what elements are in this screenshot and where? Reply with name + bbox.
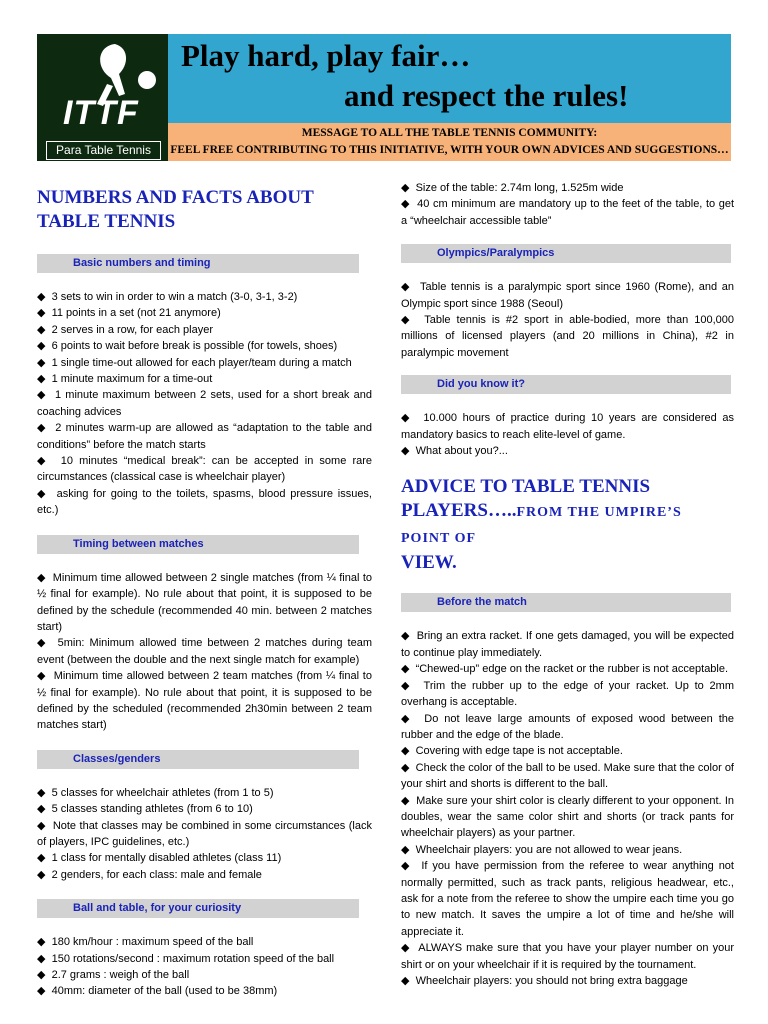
bullet-item [37, 453, 372, 486]
bullet-text: What about you?... [415, 445, 508, 458]
diamond-bullet-icon: ◆ [37, 356, 52, 369]
right-sections-b [401, 593, 734, 989]
diamond-bullet-icon: ◆ [37, 307, 52, 320]
bullet-text: If you have permission from the referee to wear anything not normally permitted, such as track pants, religious headwear, etc., ask for a note from the referee to show the umpire each time you go to new match. It saves the umpire a lot of time and he/she will appreciate it. [401, 860, 734, 938]
diamond-bullet-icon: ◆ [37, 985, 52, 998]
ittf-logo [37, 34, 168, 161]
diamond-bullet-icon: ◆ [401, 281, 421, 294]
logo-text: ITTF [63, 94, 139, 132]
bullet-text: Wheelchair players: you should not bring extra baggage [415, 975, 688, 987]
diamond-bullet-icon: ◆ [401, 198, 418, 211]
bullet-text: 1 minute maximum between 2 sets, used for a short break and coaching advices [37, 389, 372, 418]
diamond-bullet-icon: ◆ [37, 969, 52, 981]
section-header: Before the match [401, 593, 731, 612]
bullet-item [37, 668, 372, 734]
bullet-item [401, 842, 734, 858]
diamond-bullet-icon: ◆ [37, 936, 52, 949]
logo-subtitle: Para Table Tennis [46, 141, 161, 160]
message-line-2: FEEL FREE CONTRIBUTING TO THIS INITIATIVE, WITH YOUR OWN ADVICES AND SUGGESTIONS… [170, 144, 729, 156]
bullet-item [401, 443, 734, 459]
advice-heading [401, 475, 734, 575]
bullet-item [37, 785, 372, 801]
bullet-item [37, 305, 372, 321]
diamond-bullet-icon: ◆ [37, 819, 53, 832]
diamond-bullet-icon: ◆ [401, 630, 417, 643]
diamond-bullet-icon: ◆ [37, 637, 58, 650]
bullet-text: Covering with edge tape is not acceptable. [415, 745, 623, 758]
bullet-text: Bring an extra racket. If one gets damaged, you will be expected to continue play immediately. [401, 630, 734, 659]
bullet-text: Note that classes may be combined in some circumstances (lack of players, IPC guidelines, etc.) [37, 819, 372, 848]
diamond-bullet-icon: ◆ [37, 670, 54, 683]
bullet-item [401, 410, 734, 443]
diamond-bullet-icon: ◆ [401, 745, 416, 758]
bullet-text: asking for going to the toilets, spasms, blood pressure issues, etc.) [37, 487, 372, 517]
bullet-text: Check the color of the ball to be used. Make sure that the color of your shirt and shorts is different to the ball. [401, 761, 734, 791]
bullet-item [37, 867, 372, 883]
bullet-text: 150 rotations/second : maximum rotation speed of the ball [51, 952, 335, 965]
bullet-item [37, 801, 372, 817]
bullet-item [401, 743, 734, 759]
bullet-item [401, 678, 734, 711]
diamond-bullet-icon: ◆ [401, 794, 417, 807]
bullet-text: 180 km/hour : maximum speed of the ball [51, 936, 254, 949]
bullet-text: 5 classes for wheelchair athletes (from 1 to 5) [51, 786, 274, 799]
bullet-item [401, 279, 734, 312]
numbers-heading: NUMBERS AND FACTS ABOUT TABLE TENNIS [37, 187, 314, 232]
title-banner [168, 34, 731, 123]
bullet-item [401, 312, 734, 361]
left-sections [37, 254, 372, 1000]
bullet-text: 1 single time-out allowed for each player/team during a match [51, 356, 352, 369]
header [37, 34, 731, 161]
bullet-text: 5min: Minimum allowed time between 2 matches during team event (between the double and the next single match for example) [37, 637, 372, 666]
bullet-item [37, 338, 372, 354]
bullet-text: 10.000 hours of practice during 10 years are considered as mandatory basics to reach elite-level of game. [401, 412, 734, 441]
bullet-text: 11 points in a set (not 21 anymore) [51, 307, 221, 320]
diamond-bullet-icon: ◆ [37, 571, 53, 584]
bullet-text: 6 points to wait before break is possible (for towels, shoes) [51, 340, 338, 353]
bullet-text: 40mm: diameter of the ball (used to be 38mm) [51, 985, 278, 998]
bullet-item [401, 711, 734, 744]
diamond-bullet-icon: ◆ [37, 340, 52, 353]
bullet-text: Wheelchair players: you are not allowed to wear jeans. [415, 843, 683, 856]
diamond-bullet-icon: ◆ [37, 422, 56, 435]
bullet-item [401, 180, 734, 196]
bullet-text: Do not leave large amounts of exposed wood between the rubber and the edge of the blade. [401, 712, 734, 741]
bullet-item [37, 570, 372, 636]
bullet-item [401, 858, 734, 940]
bullet-item [37, 818, 372, 851]
bullet-text: Size of the table: 2.74m long, 1.525m wide [415, 182, 624, 194]
bullet-item [37, 387, 372, 420]
diamond-bullet-icon: ◆ [401, 314, 425, 327]
bullet-item [37, 983, 372, 999]
bullet-item [37, 934, 372, 950]
bullet-text: Table tennis is a paralympic sport since 1960 (Rome), and an Olympic sport since 1988 (Seoul) [401, 281, 734, 310]
bullet-text: 5 classes standing athletes (from 6 to 10) [51, 803, 253, 816]
bullet-item [401, 973, 734, 989]
bullet-item [37, 289, 372, 305]
bullet-text: 2 genders, for each class: male and female [51, 868, 262, 881]
bullet-item [401, 940, 734, 973]
bullet-text: 2 minutes warm-up are allowed as “adaptation to the table and conditions” before the match starts [37, 422, 372, 451]
diamond-bullet-icon: ◆ [37, 291, 52, 303]
bullet-text: ALWAYS make sure that you have your player number on your shirt or on your wheelchair if it is required by the tournament. [401, 942, 735, 971]
diamond-bullet-icon: ◆ [401, 975, 416, 987]
diamond-bullet-icon: ◆ [37, 487, 57, 500]
diamond-bullet-icon: ◆ [37, 868, 52, 881]
bullet-item [37, 951, 372, 967]
bullet-item [37, 355, 372, 371]
bullet-item [401, 196, 734, 229]
diamond-bullet-icon: ◆ [37, 373, 52, 386]
bullet-item [37, 486, 372, 519]
bullet-item [37, 850, 372, 866]
diamond-bullet-icon: ◆ [401, 445, 416, 458]
advice-heading-small: FROM THE UMPIRE’S POINT OF [401, 505, 682, 547]
advice-heading-end: VIEW. [401, 552, 457, 574]
diamond-bullet-icon: ◆ [401, 663, 416, 676]
diamond-bullet-icon: ◆ [37, 852, 52, 865]
section-header: Classes/genders [37, 750, 359, 769]
bullet-text: 2 serves in a row, for each player [51, 323, 213, 336]
diamond-bullet-icon: ◆ [401, 679, 424, 692]
diamond-bullet-icon: ◆ [401, 712, 425, 725]
diamond-bullet-icon: ◆ [401, 412, 424, 425]
bullet-text: 1 minute maximum for a time-out [51, 373, 213, 386]
message-banner [168, 123, 731, 161]
title-line-1: Play hard, play fair… [181, 38, 471, 73]
bullet-text: Trim the rubber up to the edge of your racket. Up to 2mm overhang is acceptable. [401, 679, 734, 709]
section-header: Basic numbers and timing [37, 254, 359, 273]
section-header: Timing between matches [37, 535, 359, 554]
section-header: Did you know it? [401, 375, 731, 394]
bullet-text: 3 sets to win in order to win a match (3-0, 3-1, 3-2) [51, 291, 298, 303]
bullet-text: 1 class for mentally disabled athletes (class 11) [51, 852, 282, 865]
diamond-bullet-icon: ◆ [37, 803, 52, 816]
bullet-text: Minimum time allowed between 2 team matches (from ¼ final to ½ final for example). No rule about that point, it is supposed to be defined by the scheduled (recommended 2h30min between 2 team matches start) [37, 670, 372, 732]
bullet-item [37, 322, 372, 338]
bullet-text: 40 cm minimum are mandatory up to the feet of the table, to get a “wheelchair accessible table” [401, 198, 734, 227]
diamond-bullet-icon: ◆ [401, 761, 416, 774]
left-column [37, 180, 372, 1000]
bullet-item [37, 967, 372, 983]
bullet-item [37, 371, 372, 387]
right-sections-a [401, 244, 734, 459]
advice-heading-main: ADVICE TO TABLE TENNIS PLAYERS….. [401, 476, 651, 522]
diamond-bullet-icon: ◆ [37, 455, 61, 468]
section-header: Olympics/Paralympics [401, 244, 731, 263]
bullet-item [37, 420, 372, 453]
bullet-text: Minimum time allowed between 2 single matches (from ¼ final to ½ final for example). No rule about that point, it is supposed to be defined by the schedule (recommended 40 min. between 2 matches start) [37, 571, 372, 633]
bullet-text: Make sure your shirt color is clearly different to your opponent. In doubles, wear the same color shirt and shorts (or track pants for wheelchair players) as your partner. [401, 794, 734, 840]
title-line-2: and respect the rules! [344, 78, 629, 113]
bullet-text: Table tennis is #2 sport in able-bodied, more than 100,000 millions of licensed players (and 20 millions in China), #2 in paralympic movement [401, 314, 734, 359]
diamond-bullet-icon: ◆ [37, 952, 52, 965]
diamond-bullet-icon: ◆ [401, 942, 419, 955]
diamond-bullet-icon: ◆ [401, 860, 422, 873]
diamond-bullet-icon: ◆ [401, 843, 416, 856]
bullet-item [401, 628, 734, 661]
diamond-bullet-icon: ◆ [37, 389, 55, 402]
bullet-item [37, 635, 372, 668]
bullet-text: 10 minutes “medical break”: can be accepted in some rare circumstances (classical case is wheelchair player) [37, 455, 373, 484]
message-line-1: MESSAGE TO ALL THE TABLE TENNIS COMMUNITY: [301, 127, 598, 139]
section-header: Ball and table, for your curiosity [37, 899, 359, 918]
bullet-text: 2.7 grams : weigh of the ball [51, 969, 190, 981]
diamond-bullet-icon: ◆ [37, 323, 52, 336]
diamond-bullet-icon: ◆ [37, 786, 52, 799]
right-top-items [401, 180, 734, 229]
bullet-item [401, 661, 734, 677]
bullet-text: “Chewed-up” edge on the racket or the rubber is not acceptable. [415, 663, 729, 676]
diamond-bullet-icon: ◆ [401, 182, 416, 194]
bullet-item [401, 793, 734, 842]
bullet-item [401, 760, 734, 793]
right-column [401, 180, 734, 989]
